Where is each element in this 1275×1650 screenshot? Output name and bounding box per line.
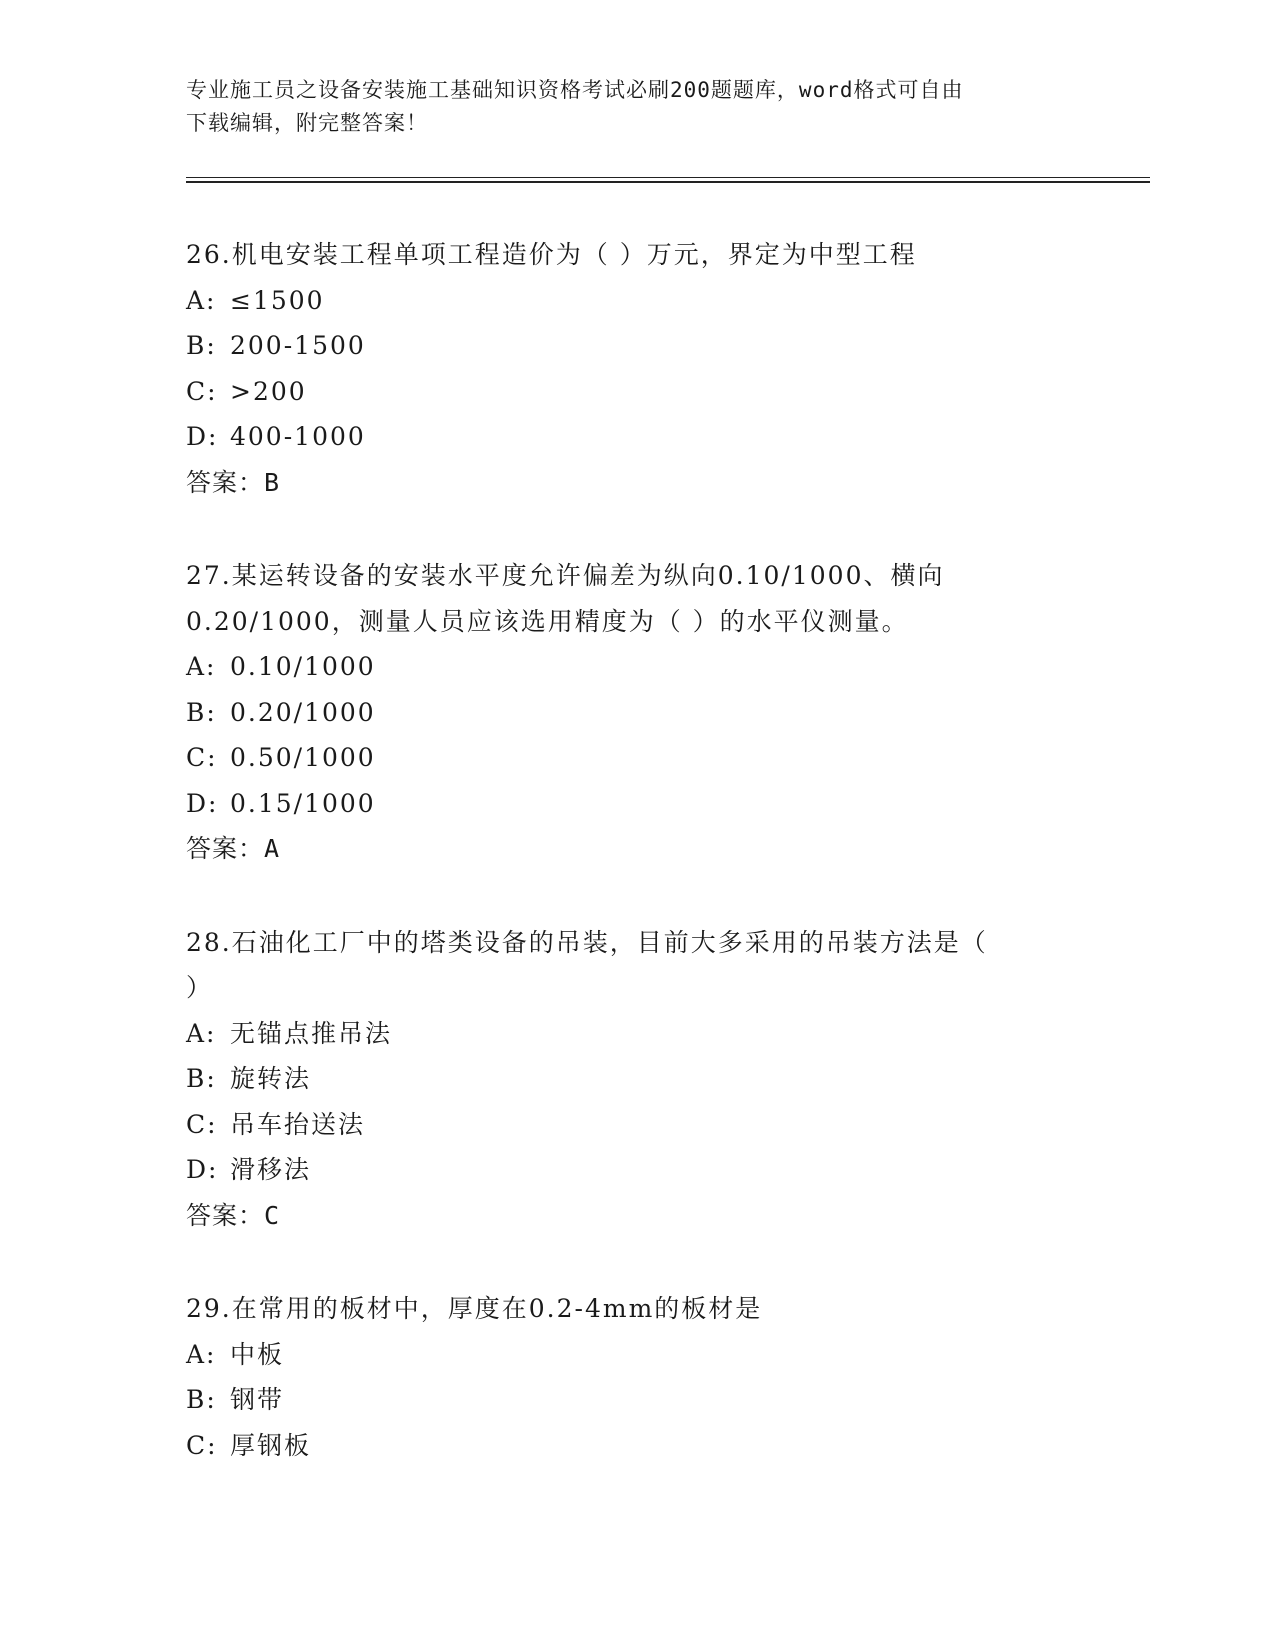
- document-header: [186, 74, 1066, 140]
- question-block: [186, 1286, 1086, 1468]
- option-row: [186, 414, 1086, 460]
- option-label: A:: [186, 1018, 217, 1048]
- option-row: [186, 1332, 1086, 1378]
- question-stem-line: 0.20/1000，测量人员应该选用精度为（ ）的水平仪测量。: [186, 606, 909, 636]
- option-row: [186, 1147, 1086, 1193]
- option-row: [186, 690, 1086, 736]
- option-text: 滑移法: [230, 1155, 312, 1184]
- option-text: >200: [230, 376, 307, 406]
- answer-line: 答案：A: [186, 834, 281, 863]
- option-label: A:: [186, 1339, 217, 1369]
- option-row: [186, 323, 1086, 369]
- option-label: A:: [186, 285, 217, 315]
- header-line-2: 下载编辑，附完整答案！: [186, 111, 428, 135]
- option-row: [186, 1423, 1086, 1469]
- option-text: 无锚点推吊法: [230, 1018, 393, 1048]
- option-label: B:: [186, 1385, 217, 1414]
- option-text: 钢带: [230, 1385, 285, 1414]
- header-line-1: 专业施工员之设备安装施工基础知识资格考试必刷200题题库，word格式可自由: [186, 78, 964, 102]
- option-label: C:: [186, 743, 218, 772]
- option-row: [186, 1102, 1086, 1148]
- option-label: B:: [186, 697, 217, 727]
- option-row: [186, 644, 1086, 690]
- question-stem-line: 29.在常用的板材中，厚度在0.2-4mm的板材是: [186, 1294, 763, 1323]
- option-label: A:: [186, 652, 217, 681]
- question-stem-line: 28.石油化工厂中的塔类设备的吊装，目前大多采用的吊装方法是（: [186, 927, 988, 957]
- question-block: [186, 920, 1086, 1239]
- option-text: 0.20/1000: [230, 697, 376, 727]
- option-row: [186, 1056, 1086, 1102]
- question-block: [186, 232, 1086, 505]
- option-label: C:: [186, 376, 218, 406]
- option-text: 0.50/1000: [230, 743, 376, 772]
- option-label: D:: [186, 422, 219, 451]
- question-stem-line: ）: [186, 973, 214, 1002]
- option-row: [186, 278, 1086, 324]
- option-row: [186, 1377, 1086, 1423]
- option-row: [186, 1011, 1086, 1057]
- question-stem-line: 27.某运转设备的安装水平度允许偏差为纵向0.10/1000、横向: [186, 561, 945, 590]
- option-text: 0.15/1000: [230, 788, 376, 818]
- option-text: 中板: [230, 1339, 285, 1369]
- option-label: C:: [186, 1109, 218, 1139]
- option-text: 200-1500: [230, 331, 366, 360]
- option-row: [186, 735, 1086, 781]
- header-divider-thick: [186, 181, 1150, 183]
- answer-line: 答案：C: [186, 1200, 281, 1230]
- option-row: [186, 369, 1086, 415]
- question-block: [186, 553, 1086, 872]
- option-text: ≤1500: [230, 285, 325, 315]
- option-label: D:: [186, 1155, 219, 1184]
- question-list: [186, 232, 1086, 1516]
- option-label: B:: [186, 1064, 217, 1093]
- option-text: 吊车抬送法: [230, 1109, 366, 1139]
- option-text: 400-1000: [230, 422, 366, 451]
- option-label: C:: [186, 1430, 218, 1460]
- option-text: 厚钢板: [230, 1430, 312, 1460]
- option-row: [186, 781, 1086, 827]
- header-divider-thin: [186, 177, 1150, 178]
- option-text: 旋转法: [230, 1064, 312, 1093]
- option-label: D:: [186, 788, 219, 818]
- question-stem-line: 26.机电安装工程单项工程造价为（ ）万元，界定为中型工程: [186, 240, 917, 269]
- option-label: B:: [186, 331, 217, 360]
- answer-line: 答案：B: [186, 467, 281, 497]
- option-text: 0.10/1000: [230, 652, 376, 681]
